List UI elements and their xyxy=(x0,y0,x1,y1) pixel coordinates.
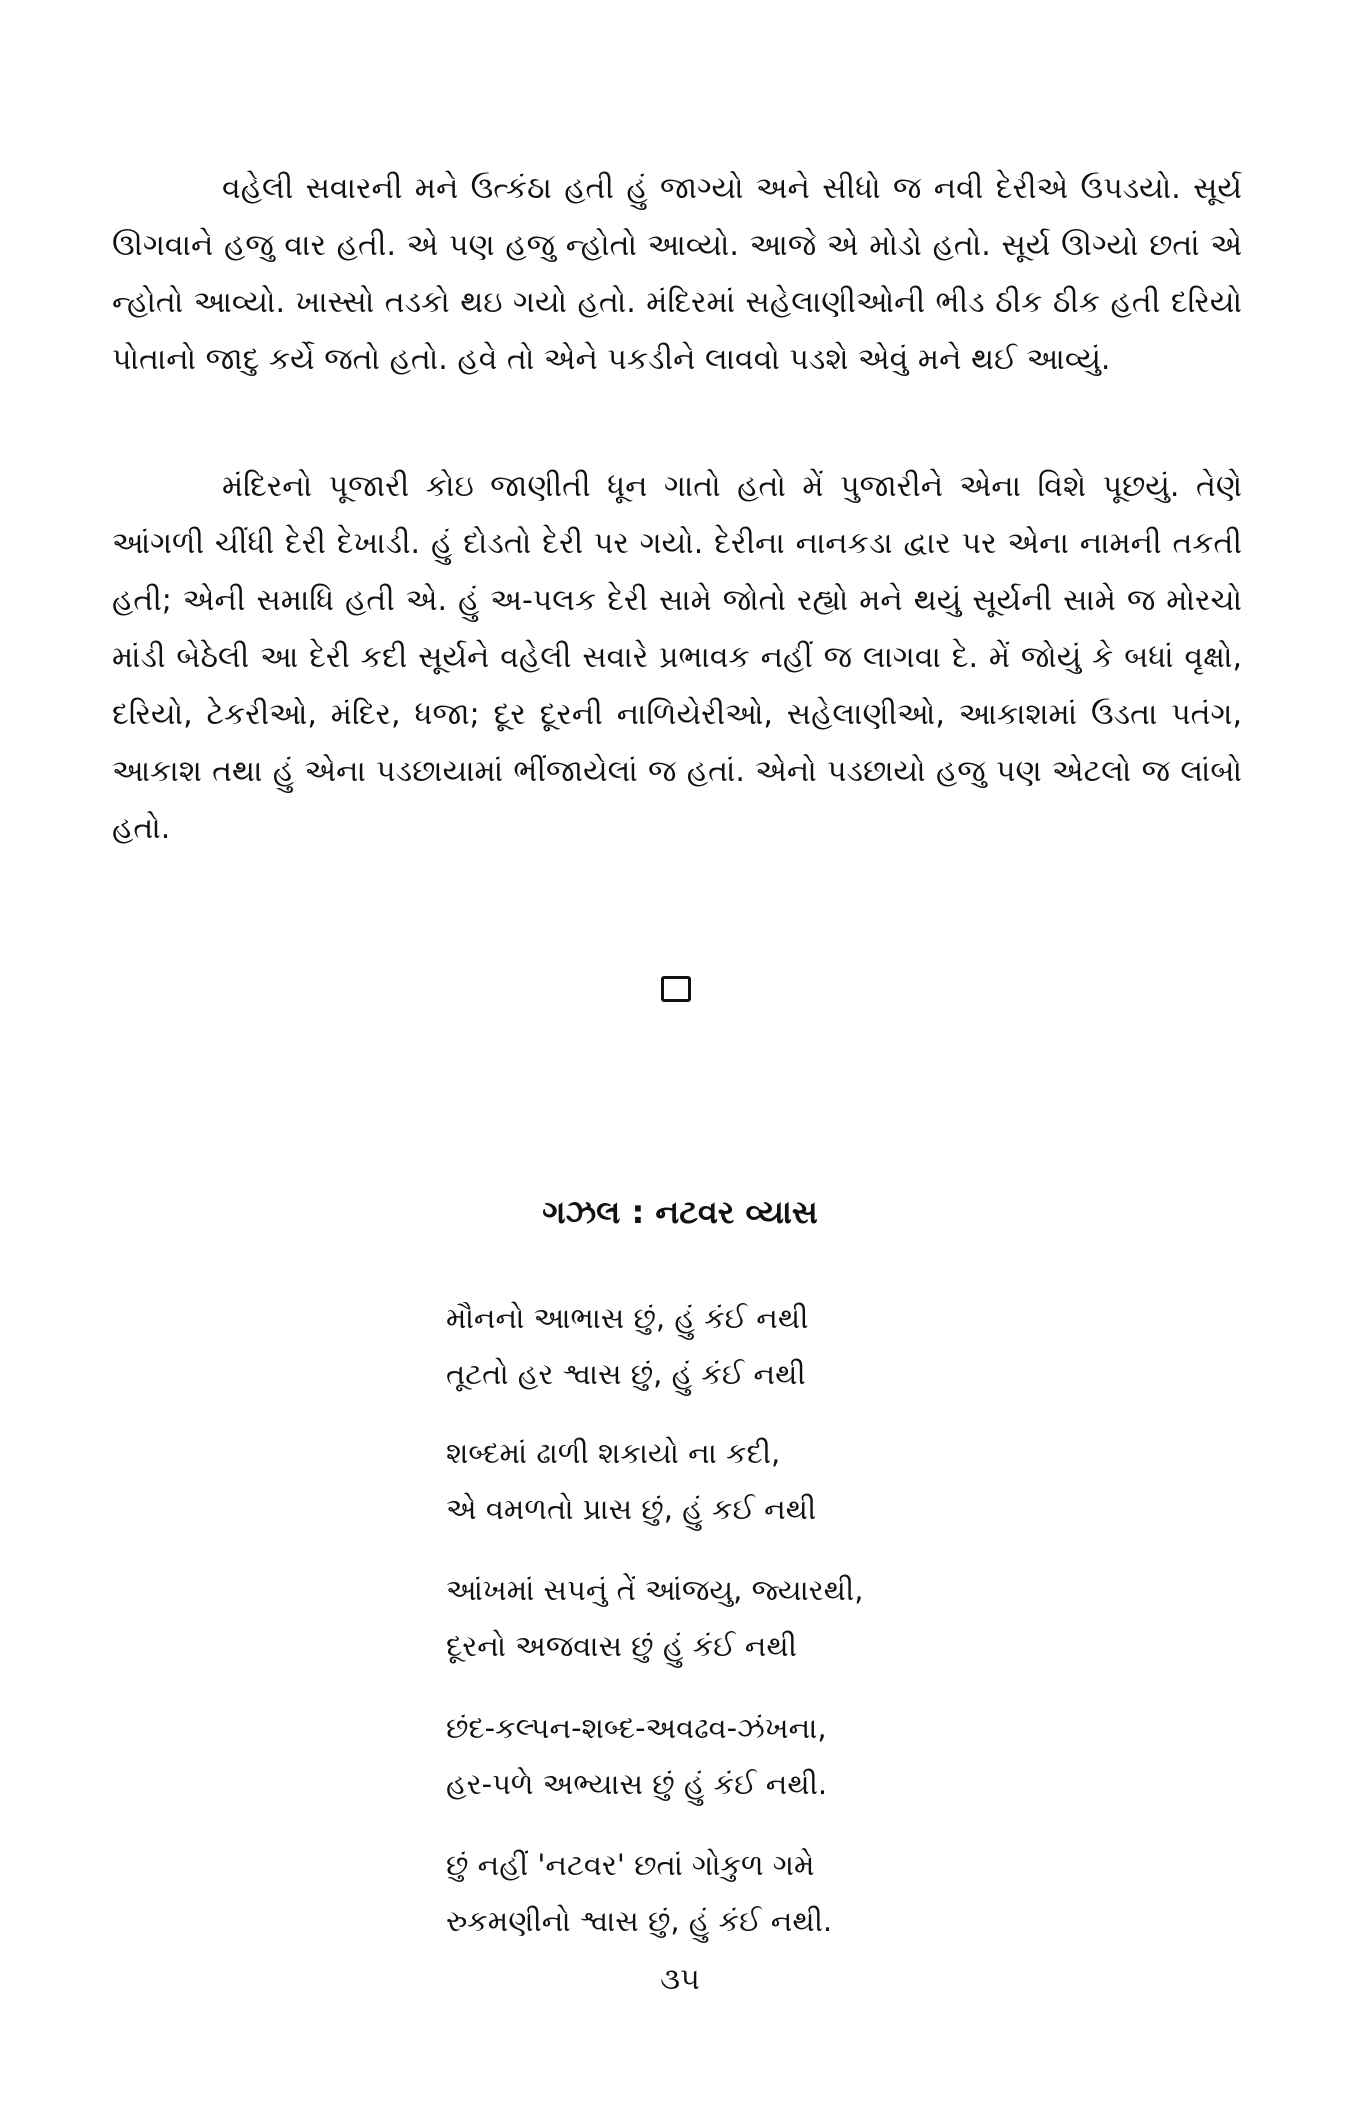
verse-line: મૌનનો આભાસ છું, હું કંઈ નથી xyxy=(446,1301,809,1335)
verse-line: દૂરનો અજવાસ છું હું કંઈ નથી xyxy=(446,1629,797,1663)
verse-line: એ વમળતો પ્રાસ છું, હું કઈ નથી xyxy=(446,1492,817,1526)
page-number: ૩૫ xyxy=(660,1962,700,1997)
ghazal-stanza-5 xyxy=(446,1837,966,1949)
ghazal-stanza-4 xyxy=(446,1700,966,1812)
prose-paragraph-1: વહેલી સવારની મને ઉત્કંઠા હતી હું જાગ્યો અને સીધો જ નવી દેરીએ ઉપડયો. સૂર્ય ઊગવાને હજુ વાર હતી. એ પણ હજુ ન્હોતો આવ્યો. આજે એ મોડો હતો. સૂર્ય ઊગ્યો છતાં એ ન્હોતો આવ્યો. ખાસ્સો તડકો થઇ ગયો હતો. મંદિરમાં સહેલાણીઓની ભીડ ઠીક ઠીક હતી દરિયો પોતાનો જાદુ કર્યે જતો હતો. હવે તો એને પકડીને લાવવો પડશે એવું મને થઈ આવ્યું. xyxy=(112,171,1242,377)
prose-paragraph-2: મંદિરનો પૂજારી કોઇ જાણીતી ધૂન ગાતો હતો મેં પુજારીને એના વિશે પૂછયું. તેણે આંગળી ચીંધી દેરી દેખાડી. હું દોડતો દેરી પર ગયો. દેરીના નાનકડા દ્વાર પર એના નામની તકતી હતી; એની સમાધિ હતી એ. હું અ-પલક દેરી સામે જોતો રહ્યો મને થયું સૂર્યની સામે જ મોરચો માંડી બેઠેલી આ દેરી કદી સૂર્યને વહેલી સવારે પ્રભાવક નહીં જ લાગવા દે. મેં જોયું કે બધાં વૃક્ષો, દરિયો, ટેકરીઓ, મંદિર, ધજા; દૂર દૂરની નાળિયેરીઓ, સહેલાણીઓ, આકાશમાં ઉડતા પતંગ, આકાશ તથા હું એના પડછાયામાં ભીંજાયેલાં જ હતાં. એનો પડછાયો હજુ પણ એટલો જ લાંબો હતો. xyxy=(112,469,1243,846)
ghazal-stanza-2 xyxy=(446,1425,966,1537)
ghazal-title: ગઝલ : નટવર વ્યાસ xyxy=(542,1193,818,1231)
verse-line: રુકમણીનો શ્વાસ છું, હું કંઈ નથી. xyxy=(446,1904,833,1938)
verse-line: શબ્દમાં ઢાળી શકાયો ના કદી, xyxy=(446,1436,781,1470)
verse-line: છંદ-કલ્પન-શબ્દ-અવઢવ-ઝંખના, xyxy=(446,1711,827,1745)
ghazal-stanza-1 xyxy=(446,1290,966,1402)
verse-line: છું નહીં 'નટવર' છતાં ગોકુળ ગમે xyxy=(446,1848,815,1882)
verse-line: હર-પળે અભ્યાસ છું હું કંઈ નથી. xyxy=(446,1767,828,1801)
verse-line: તૂટતો હર શ્વાસ છું, હું કંઈ નથી xyxy=(446,1357,806,1391)
ghazal-stanza-3 xyxy=(446,1562,966,1674)
verse-line: આંખમાં સપનું તેં આંજયુ, જ્યારથી, xyxy=(446,1573,864,1607)
section-separator-box xyxy=(661,976,691,1002)
